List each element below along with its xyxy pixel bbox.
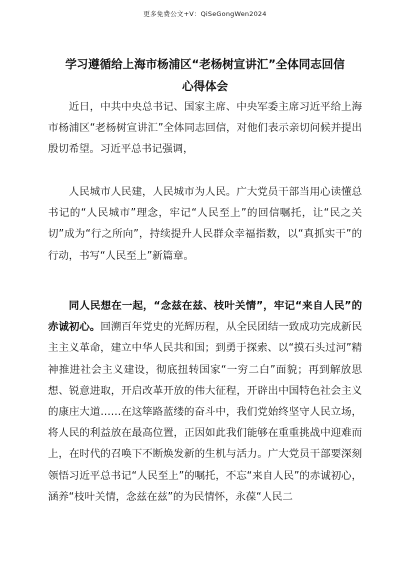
document-title-line-1: 学习遵循给上海市杨浦区“老杨树宣讲汇”全体同志回信: [65, 57, 345, 71]
paragraph-3-text: 回溯百年党史的光辉历程，从全民团结一致成功完成新民主主义革命，建立中华人民共和国；到勇于探索、以“摸石头过河”精神推进社会主义建设，彻底扭转国家“一穷二白”面貌；再到解放思想、锐意进取，开启改革开放的伟大征程，开辟出中国特色社会主义的康庄大道……在这筚路蓝缕的奋斗中，我们党始终坚守人民立场，将人民的利益放在最高位置，正因如此我们能够在重重挑战中迎难而上，在时代的召唤下不断焕发新的生机与活力。广大党员干部要深刻领悟习近平总书记“人民至上”的嘱托，不忘“来自人民”的赤诚初心，涵养“枝叶关情，念兹在兹”的为民情怀，永葆“人民二: [48, 321, 363, 503]
paragraph-1-text: 近日，中共中央总书记、国家主席、中央军委主席习近平给上海市杨浦区“老杨树宣讲汇”全体同志回信，对他们表示亲切问候并提出殷切希望。习近平总书记强调，: [48, 101, 362, 156]
paragraph-3-lead: 同人民想在一起，“念兹在兹、枝叶关情”，牢记“来自人民”的赤诚初心。: [48, 300, 362, 334]
document-title-line-2: 心得体会: [182, 79, 228, 93]
header-note: 更多免费公文+V：QiSeGongWen2024: [143, 10, 267, 18]
paragraph-2-text: 人民城市人民建，人民城市为人民。广大党员干部当用心读懂总书记的“人民城市”理念，牢记“人民至上”的回信嘱托，让“民之关切”成为“行之所向”，持续提升人民群众幸福指数，以“真抓实干”的行动，书写“人民至上”新篇章。: [48, 186, 362, 262]
paragraph-3: [48, 296, 362, 508]
paragraph-2: [48, 182, 362, 267]
paragraph-1: [48, 97, 362, 161]
